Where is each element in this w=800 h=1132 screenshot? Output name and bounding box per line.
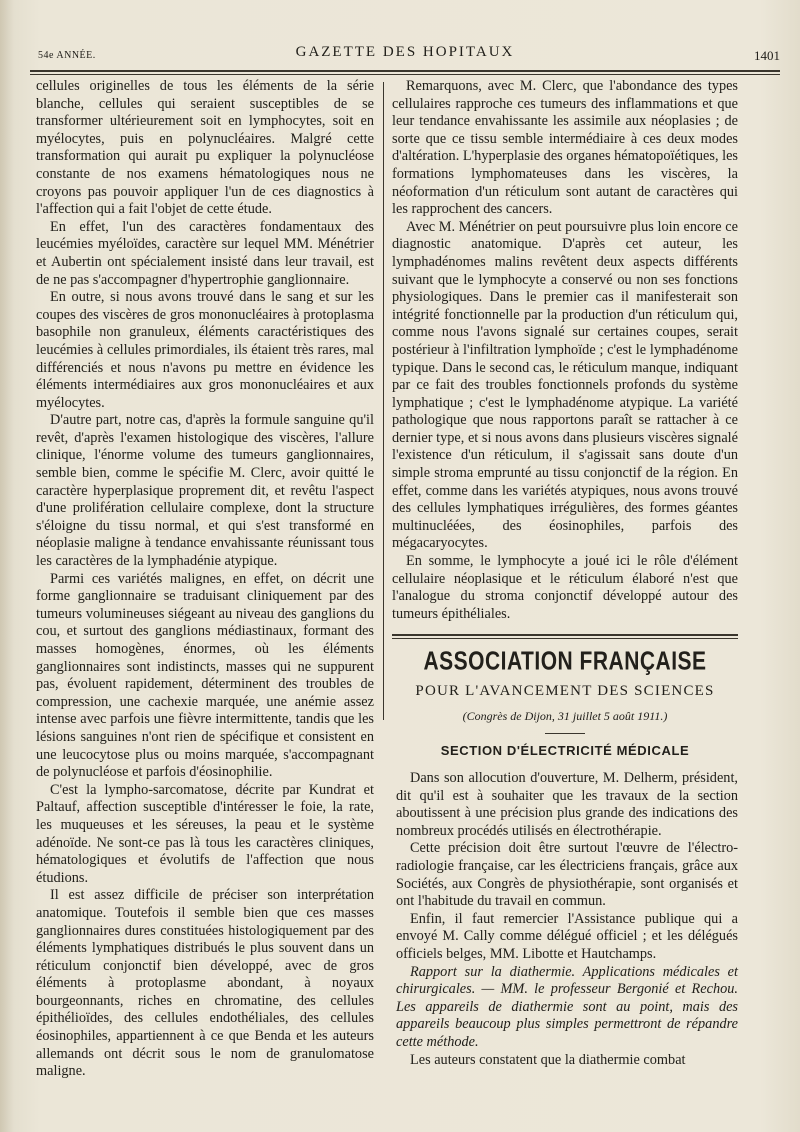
left-column	[36, 78, 374, 1081]
paragraph: Il est assez difficile de préciser son interprétation anatomique. Toutefois il semble bien que ces masses ganglionnaires dures constituées histologiquement par des éléments lymphatiques distribués le plus souvent dans un réticulum conjonctif bien développé, avec de gros éléments à protoplasme abondant, à noyaux bourgeonnants, riches en chromatine, des cellules épithélioïdes, des cellules endothéliales, des cellules éosinophiles, appartiennent à ce que Benda et les auteurs allemands ont décrit sous le nom de granulomatose maligne.	[36, 887, 374, 1080]
association-title: ASSOCIATION FRANÇAISE	[423, 647, 707, 676]
paragraph: cellules originelles de tous les éléments de la série blanche, cellules qui seraient susceptibles de se transformer ultérieurement soit en lymphocytes, soit en myélocytes, puis en polynucléaires. Malgré cette transformation qui aurait pu expliquer la polynucléose constante de nos examens hématologiques nous ne croyons pas pouvoir appliquer l'un de ces diagnostics à l'affection qui a fait l'objet de cette étude.	[36, 78, 374, 218]
right-column	[392, 78, 738, 623]
journal-title: GAZETTE DES HOPITAUX	[295, 44, 515, 60]
paragraph: Avec M. Ménétrier on peut poursuivre plus loin encore ce diagnostic anatomique. D'après cet auteur, les lymphadénomes malins revêtent deux aspects différents suivant que le lymphocyte a conservé ou non ses fonctions physiologiques. Dans le premier cas il manifesterait son intégrité fonctionnelle par la production d'un réticulum qui, comme nous l'avons signalé sur certaines coupes, serait postérieur à l'infiltration lymphoïde ; c'est le lymphadénome typique. Dans le second cas, le réticulum manque, indiquant par ce fait des troubles fonctionnels profonds du système lymphatique ; c'est le lymphadénome atypique. La variété pathologique que nous rapportons paraît se rattacher à ce dernier type, et si nous avons dans plusieurs viscères signalé l'existence d'un réticulum, il s'agissait sans doute d'un simple stroma emprunté au tissu conjonctif de la région. En effet, comme dans les variétés atypiques, nous avons trouvé des cellules lymphatiques irrégulières, des formes géantes multinucléées, des éosinophiles, parfois des mégacaryocytes.	[392, 218, 738, 552]
page-number: 1401	[754, 48, 780, 63]
section-heading: SECTION D'ÉLECTRICITÉ MÉDICALE	[440, 743, 690, 758]
header-rule-thin	[30, 74, 780, 75]
page-header	[30, 44, 780, 70]
paragraph: Cette précision doit être surtout l'œuvre de l'électro-radiologie française, car les électriciens français, grâce aux Sociétés, aux Congrès de physiothérapie, sont organisés et ont l'habitude du travail en commun.	[396, 840, 738, 910]
paragraph: En outre, si nous avons trouvé dans le sang et sur les coupes des viscères de gros mononucléaires à protoplasma basophile non granuleux, éléments caractéristiques des leucémies à cellules primordiales, ils étaient très rares, mal différenciés et nous n'avons pu mettre en évidence les éléments intermédiaires aux gros mononucléaires et aux myélocytes.	[36, 289, 374, 411]
paragraph: En effet, l'un des caractères fondamentaux des leucémies myéloïdes, caractère sur lequel MM. Ménétrier et Aubertin ont spécialement insisté dans leur travail, est de ne pas s'accompagner d'hypertrophie ganglionnaire.	[36, 218, 374, 288]
column-divider	[383, 82, 384, 720]
paragraph: Remarquons, avec M. Clerc, que l'abondance des types cellulaires rapproche ces tumeurs des inflammations et que leur tendance envahissante les assimile aux néoplasies ; de sorte que ce tissu semble intermédiaire à ces deux modes d'altération. L'hyperplasie des organes hématopoïétiques, les formations lymphomateuses dans les viscères, la néoformation d'un réticulum sont autant de caractères qui les rapprochent des cancers.	[392, 78, 738, 218]
paragraph: Dans son allocution d'ouverture, M. Delherm, président, dit qu'il est à souhaiter que les travaux de la section aboutissent à une précision plus grande des indications des nombreux procédés utilisés en électrothérapie.	[396, 770, 738, 839]
section-rule	[392, 634, 738, 636]
paragraph: D'autre part, notre cas, d'après la formule sanguine qu'il revêt, d'après l'examen histologique des viscères, l'allure clinique, l'énorme volume des tumeurs ganglionnaires, semble bien, comme le spécifie M. Clerc, avoir quitté le caractère hyperplasique proprement dit, et revêtu l'aspect d'une prolifération cellulaire complexe, dont la structure s'éloigne du tissu normal, et qui s'est transformé en néoplasie maligne à tendance envahissante réunissant tous les caractères de la lymphadénie atypique.	[36, 412, 374, 570]
paragraph: Rapport sur la diathermie. Applications médicales et chirurgicales. — MM. le professeur Bergonié et Rechou. Les appareils de diathermie sont au point, mais des appareils beaucoup plus simples permettront de répandre cette méthode.	[396, 963, 738, 1050]
paragraph: Les auteurs constatent que la diathermie combat	[410, 1051, 686, 1068]
paragraph: En somme, le lymphocyte a joué ici le rôle d'élément cellulaire néoplasique et le réticulum élaboré n'est que l'analogue du stroma conjonctif développé autour des tumeurs épithéliales.	[392, 553, 738, 622]
paragraph: C'est la lympho-sarcomatose, décrite par Kundrat et Paltauf, affection susceptible d'intéresser le foie, la rate, les muqueuses et les séreuses, la peau et le système adénoïde. Ne sont-ce pas là tous les caractères cliniques, hématologiques et évolutifs de l'affection que nous étudions.	[36, 781, 374, 886]
short-rule	[545, 733, 585, 734]
paragraph: Enfin, il faut remercier l'Assistance publique qui a envoyé M. Cally comme délégué officiel ; et les délégués officiels belges, MM. Libotte et Hautchamps.	[396, 910, 738, 962]
congress-dates: (Congrès de Dijon, 31 juillet 5 août 1911.)	[462, 709, 668, 723]
paragraph: Parmi ces variétés malignes, en effet, on décrit une forme ganglionnaire se traduisant cliniquement par des tumeurs volumineuses siégeant au niveau des ganglions du cou, et surtout des ganglions médiastinaux, formant des masses homogènes, énormes, où les éléments ganglionnaires sont indistincts, masses qui ne suppurent pas, évoluent rapidement, déterminent des troubles de compression, une cachexie marquée, une anémie assez intense avec parfois une fièvre intermittente, tandis que les lésions sanguines n'ont rien de spécifique et consistent en une leucocytose plus ou moins marquée, s'accompagnant de polynucléose et parfois d'éosinophilie.	[36, 570, 374, 781]
association-text	[396, 770, 738, 1069]
association-subtitle: POUR L'AVANCEMENT DES SCIENCES	[415, 683, 715, 699]
header-rule	[30, 70, 780, 72]
section-rule-thin	[392, 638, 738, 639]
volume-year: 54e ANNÉE.	[38, 50, 96, 61]
